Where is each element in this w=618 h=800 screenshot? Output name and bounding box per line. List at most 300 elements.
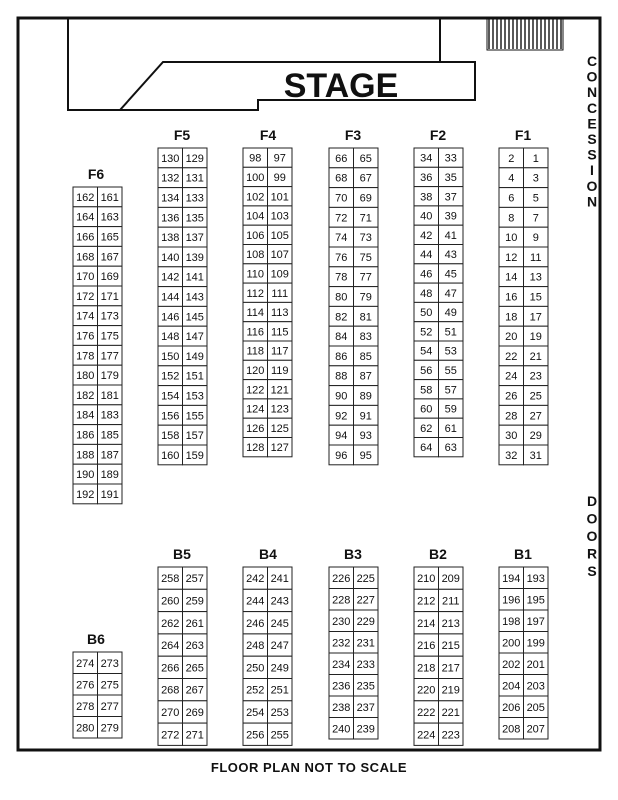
seat[interactable] <box>98 227 123 247</box>
seat[interactable] <box>354 675 379 697</box>
seat[interactable] <box>183 247 208 267</box>
seat[interactable] <box>243 679 268 701</box>
seat[interactable] <box>243 634 268 656</box>
seat[interactable] <box>268 360 293 379</box>
seat[interactable] <box>158 425 183 445</box>
seat[interactable] <box>499 247 524 267</box>
seat[interactable] <box>329 366 354 386</box>
seat[interactable] <box>268 701 293 723</box>
seat[interactable] <box>414 283 439 302</box>
seat[interactable] <box>439 206 464 225</box>
seat[interactable] <box>183 326 208 346</box>
seat[interactable] <box>414 225 439 244</box>
seat[interactable] <box>439 187 464 206</box>
seat[interactable] <box>268 418 293 437</box>
seat[interactable] <box>98 187 123 207</box>
seat[interactable] <box>354 718 379 740</box>
seat[interactable] <box>329 267 354 287</box>
seat[interactable] <box>414 341 439 360</box>
seat[interactable] <box>414 701 439 723</box>
seat[interactable] <box>183 567 208 589</box>
seat-number: 30 <box>505 430 518 443</box>
seat[interactable] <box>73 266 98 286</box>
seat[interactable] <box>354 632 379 654</box>
seat[interactable] <box>354 610 379 632</box>
seat[interactable] <box>73 365 98 385</box>
seat[interactable] <box>354 168 379 188</box>
seat[interactable] <box>98 464 123 484</box>
seat[interactable] <box>98 484 123 504</box>
seat[interactable] <box>243 206 268 225</box>
seat[interactable] <box>98 652 123 674</box>
seat[interactable] <box>158 589 183 611</box>
seat[interactable] <box>439 264 464 283</box>
seat[interactable] <box>73 246 98 266</box>
seat[interactable] <box>414 612 439 634</box>
seat[interactable] <box>354 227 379 247</box>
seat[interactable] <box>499 227 524 247</box>
seat[interactable] <box>268 148 293 167</box>
seat[interactable] <box>243 148 268 167</box>
seat[interactable] <box>73 652 98 674</box>
seat[interactable] <box>243 245 268 264</box>
seat[interactable] <box>98 444 123 464</box>
seat[interactable] <box>499 589 524 611</box>
seat[interactable] <box>268 380 293 399</box>
seat[interactable] <box>524 267 549 287</box>
seat[interactable] <box>268 634 293 656</box>
seat[interactable] <box>499 696 524 718</box>
seat[interactable] <box>183 366 208 386</box>
seat[interactable] <box>98 695 123 717</box>
seat[interactable] <box>73 187 98 207</box>
seat[interactable] <box>414 148 439 167</box>
seat[interactable] <box>329 346 354 366</box>
seat[interactable] <box>243 225 268 244</box>
seat[interactable] <box>499 207 524 227</box>
seat[interactable] <box>414 589 439 611</box>
seat[interactable] <box>98 286 123 306</box>
seat[interactable] <box>73 306 98 326</box>
seat[interactable] <box>354 267 379 287</box>
seat-number: 203 <box>526 680 545 693</box>
seat[interactable] <box>98 674 123 696</box>
seat[interactable] <box>524 188 549 208</box>
seat[interactable] <box>183 656 208 678</box>
seat[interactable] <box>439 567 464 589</box>
seat[interactable] <box>158 287 183 307</box>
seat[interactable] <box>439 656 464 678</box>
seat-number: 171 <box>100 290 119 303</box>
side-letter: N <box>586 193 598 210</box>
seat[interactable] <box>439 322 464 341</box>
seat[interactable] <box>329 675 354 697</box>
seat[interactable] <box>499 610 524 632</box>
seat[interactable] <box>183 287 208 307</box>
seat[interactable] <box>524 366 549 386</box>
seat[interactable] <box>499 675 524 697</box>
seat-number: 118 <box>246 345 265 358</box>
seat[interactable] <box>268 612 293 634</box>
seat[interactable] <box>499 405 524 425</box>
seat-number: 245 <box>270 617 289 630</box>
seat[interactable] <box>439 418 464 437</box>
seat[interactable] <box>329 188 354 208</box>
seat[interactable] <box>268 679 293 701</box>
seat[interactable] <box>158 366 183 386</box>
seat[interactable] <box>439 167 464 186</box>
seat[interactable] <box>183 445 208 465</box>
seat[interactable] <box>439 360 464 379</box>
seat[interactable] <box>73 444 98 464</box>
seat[interactable] <box>439 679 464 701</box>
seat[interactable] <box>243 264 268 283</box>
seat[interactable] <box>524 653 549 675</box>
seat[interactable] <box>73 286 98 306</box>
seat[interactable] <box>329 425 354 445</box>
seat[interactable] <box>329 589 354 611</box>
seat[interactable] <box>243 322 268 341</box>
seat[interactable] <box>268 723 293 745</box>
seat[interactable] <box>243 656 268 678</box>
seat-number: 1 <box>532 152 539 165</box>
seat[interactable] <box>439 302 464 321</box>
seat[interactable] <box>354 405 379 425</box>
seat[interactable] <box>414 567 439 589</box>
seat[interactable] <box>414 187 439 206</box>
seat[interactable] <box>329 696 354 718</box>
seat[interactable] <box>98 246 123 266</box>
seat[interactable] <box>354 247 379 267</box>
seat[interactable] <box>354 589 379 611</box>
seat[interactable] <box>439 634 464 656</box>
seat[interactable] <box>329 148 354 168</box>
seat[interactable] <box>524 718 549 740</box>
seat-number: 121 <box>270 384 289 397</box>
seat[interactable] <box>183 589 208 611</box>
seat[interactable] <box>158 723 183 745</box>
seat-number: 276 <box>76 679 95 692</box>
seat[interactable] <box>268 302 293 321</box>
seat[interactable] <box>243 360 268 379</box>
seat[interactable] <box>329 306 354 326</box>
seat[interactable] <box>329 653 354 675</box>
seat-number: 267 <box>185 684 204 697</box>
seat[interactable] <box>329 247 354 267</box>
seat[interactable] <box>183 634 208 656</box>
seat[interactable] <box>354 207 379 227</box>
seat-number: 220 <box>417 684 436 697</box>
seat[interactable] <box>98 405 123 425</box>
seat[interactable] <box>98 266 123 286</box>
seat[interactable] <box>183 701 208 723</box>
seat[interactable] <box>414 302 439 321</box>
seat[interactable] <box>354 445 379 465</box>
seat[interactable] <box>243 418 268 437</box>
seat[interactable] <box>268 341 293 360</box>
seat[interactable] <box>354 425 379 445</box>
seat[interactable] <box>183 679 208 701</box>
seat[interactable] <box>354 326 379 346</box>
seat[interactable] <box>439 723 464 745</box>
seat[interactable] <box>414 656 439 678</box>
seat[interactable] <box>499 168 524 188</box>
seat[interactable] <box>268 438 293 457</box>
seat[interactable] <box>243 589 268 611</box>
seat[interactable] <box>414 679 439 701</box>
seat[interactable] <box>243 701 268 723</box>
seat[interactable] <box>329 610 354 632</box>
seat[interactable] <box>329 405 354 425</box>
seat-number: 147 <box>185 331 204 344</box>
seat[interactable] <box>158 168 183 188</box>
seat[interactable] <box>158 247 183 267</box>
seat[interactable] <box>98 306 123 326</box>
seat[interactable] <box>98 345 123 365</box>
seat[interactable] <box>73 425 98 445</box>
seat[interactable] <box>158 612 183 634</box>
seat[interactable] <box>439 225 464 244</box>
seat[interactable] <box>524 632 549 654</box>
seat[interactable] <box>329 718 354 740</box>
seat[interactable] <box>183 405 208 425</box>
seat[interactable] <box>439 380 464 399</box>
seat[interactable] <box>439 148 464 167</box>
seat[interactable] <box>158 207 183 227</box>
seat[interactable] <box>268 656 293 678</box>
seat[interactable] <box>354 148 379 168</box>
seat[interactable] <box>329 227 354 247</box>
seat[interactable] <box>439 245 464 264</box>
seat[interactable] <box>414 360 439 379</box>
seat[interactable] <box>354 696 379 718</box>
seat[interactable] <box>243 399 268 418</box>
seat[interactable] <box>268 245 293 264</box>
seat[interactable] <box>329 445 354 465</box>
seat[interactable] <box>158 701 183 723</box>
seat[interactable] <box>329 168 354 188</box>
seat[interactable] <box>329 386 354 406</box>
seat[interactable] <box>73 717 98 739</box>
seat[interactable] <box>524 346 549 366</box>
seat[interactable] <box>243 167 268 186</box>
seat[interactable] <box>524 247 549 267</box>
seat-number: 37 <box>444 191 457 204</box>
seat[interactable] <box>158 346 183 366</box>
seat[interactable] <box>499 386 524 406</box>
seat[interactable] <box>183 425 208 445</box>
seat[interactable] <box>414 380 439 399</box>
seat[interactable] <box>183 267 208 287</box>
seat[interactable] <box>439 341 464 360</box>
seat[interactable] <box>414 418 439 437</box>
seat[interactable] <box>73 207 98 227</box>
seat[interactable] <box>354 366 379 386</box>
seat[interactable] <box>524 675 549 697</box>
seat-number: 110 <box>246 268 265 281</box>
seat[interactable] <box>243 723 268 745</box>
seat[interactable] <box>98 385 123 405</box>
seat[interactable] <box>183 168 208 188</box>
seat[interactable] <box>268 322 293 341</box>
seat[interactable] <box>98 326 123 346</box>
seat[interactable] <box>354 386 379 406</box>
seat[interactable] <box>499 567 524 589</box>
seat[interactable] <box>268 399 293 418</box>
seat[interactable] <box>158 326 183 346</box>
seat[interactable] <box>73 227 98 247</box>
seat[interactable] <box>243 612 268 634</box>
seat[interactable] <box>183 306 208 326</box>
seat[interactable] <box>183 207 208 227</box>
seat[interactable] <box>329 207 354 227</box>
seat[interactable] <box>414 264 439 283</box>
seat[interactable] <box>73 674 98 696</box>
seat[interactable] <box>414 438 439 457</box>
seat[interactable] <box>243 187 268 206</box>
seat[interactable] <box>73 464 98 484</box>
seat[interactable] <box>98 425 123 445</box>
seat[interactable] <box>499 346 524 366</box>
seat-number: 108 <box>246 249 265 262</box>
seat[interactable] <box>268 206 293 225</box>
seat[interactable] <box>158 656 183 678</box>
seat[interactable] <box>524 425 549 445</box>
seat[interactable] <box>98 207 123 227</box>
seat[interactable] <box>499 306 524 326</box>
seat[interactable] <box>499 366 524 386</box>
seat[interactable] <box>499 326 524 346</box>
seat[interactable] <box>329 287 354 307</box>
seat[interactable] <box>524 168 549 188</box>
seat[interactable] <box>414 399 439 418</box>
seat[interactable] <box>499 188 524 208</box>
seat[interactable] <box>439 612 464 634</box>
seat[interactable] <box>243 341 268 360</box>
seat[interactable] <box>183 227 208 247</box>
seat[interactable] <box>354 346 379 366</box>
seat[interactable] <box>329 567 354 589</box>
seat-number: 233 <box>356 658 375 671</box>
seat[interactable] <box>439 283 464 302</box>
seat[interactable] <box>183 148 208 168</box>
seat[interactable] <box>524 405 549 425</box>
seat[interactable] <box>158 188 183 208</box>
seat[interactable] <box>158 567 183 589</box>
seat[interactable] <box>524 306 549 326</box>
seat[interactable] <box>73 385 98 405</box>
seat[interactable] <box>183 188 208 208</box>
seat[interactable] <box>524 567 549 589</box>
seat[interactable] <box>414 167 439 186</box>
seat[interactable] <box>329 326 354 346</box>
seat[interactable] <box>499 148 524 168</box>
seat[interactable] <box>414 723 439 745</box>
seat[interactable] <box>73 345 98 365</box>
seat-number: 50 <box>420 307 433 320</box>
seat[interactable] <box>158 405 183 425</box>
seat[interactable] <box>268 167 293 186</box>
seat[interactable] <box>158 445 183 465</box>
seat[interactable] <box>268 264 293 283</box>
seat[interactable] <box>354 653 379 675</box>
seat[interactable] <box>183 612 208 634</box>
section-f3 <box>329 127 378 465</box>
seat[interactable] <box>158 634 183 656</box>
seat[interactable] <box>329 632 354 654</box>
seat[interactable] <box>524 148 549 168</box>
seat[interactable] <box>268 567 293 589</box>
seat[interactable] <box>158 267 183 287</box>
seat[interactable] <box>158 386 183 406</box>
seat[interactable] <box>524 386 549 406</box>
seat[interactable] <box>354 567 379 589</box>
seat[interactable] <box>158 148 183 168</box>
seat[interactable] <box>268 187 293 206</box>
seat[interactable] <box>524 445 549 465</box>
seat[interactable] <box>243 302 268 321</box>
seat[interactable] <box>499 445 524 465</box>
seat[interactable] <box>268 283 293 302</box>
seat[interactable] <box>439 399 464 418</box>
seat[interactable] <box>243 380 268 399</box>
seat[interactable] <box>183 386 208 406</box>
seat[interactable] <box>73 405 98 425</box>
seat[interactable] <box>499 425 524 445</box>
seat[interactable] <box>73 326 98 346</box>
seat[interactable] <box>354 188 379 208</box>
seat[interactable] <box>414 206 439 225</box>
seat[interactable] <box>524 696 549 718</box>
seat[interactable] <box>524 287 549 307</box>
seat[interactable] <box>243 567 268 589</box>
seat[interactable] <box>439 438 464 457</box>
seat[interactable] <box>73 484 98 504</box>
seat[interactable] <box>414 322 439 341</box>
seat[interactable] <box>499 287 524 307</box>
seat[interactable] <box>499 653 524 675</box>
seat[interactable] <box>98 717 123 739</box>
seat[interactable] <box>524 610 549 632</box>
seat[interactable] <box>524 589 549 611</box>
seat[interactable] <box>524 227 549 247</box>
seat[interactable] <box>414 634 439 656</box>
seat[interactable] <box>243 438 268 457</box>
seat[interactable] <box>499 718 524 740</box>
seat[interactable] <box>158 679 183 701</box>
seat[interactable] <box>158 227 183 247</box>
seat[interactable] <box>183 723 208 745</box>
seat[interactable] <box>354 306 379 326</box>
seat[interactable] <box>354 287 379 307</box>
seat[interactable] <box>158 306 183 326</box>
seat[interactable] <box>243 283 268 302</box>
section-f6 <box>73 166 122 504</box>
seat[interactable] <box>268 589 293 611</box>
seat[interactable] <box>73 695 98 717</box>
seat-number: 20 <box>505 331 518 344</box>
seat[interactable] <box>98 365 123 385</box>
seat[interactable] <box>524 326 549 346</box>
seat[interactable] <box>414 245 439 264</box>
seat[interactable] <box>268 225 293 244</box>
seat[interactable] <box>499 267 524 287</box>
seat[interactable] <box>439 589 464 611</box>
seat[interactable] <box>439 701 464 723</box>
seat[interactable] <box>499 632 524 654</box>
seat[interactable] <box>524 207 549 227</box>
seat[interactable] <box>183 346 208 366</box>
